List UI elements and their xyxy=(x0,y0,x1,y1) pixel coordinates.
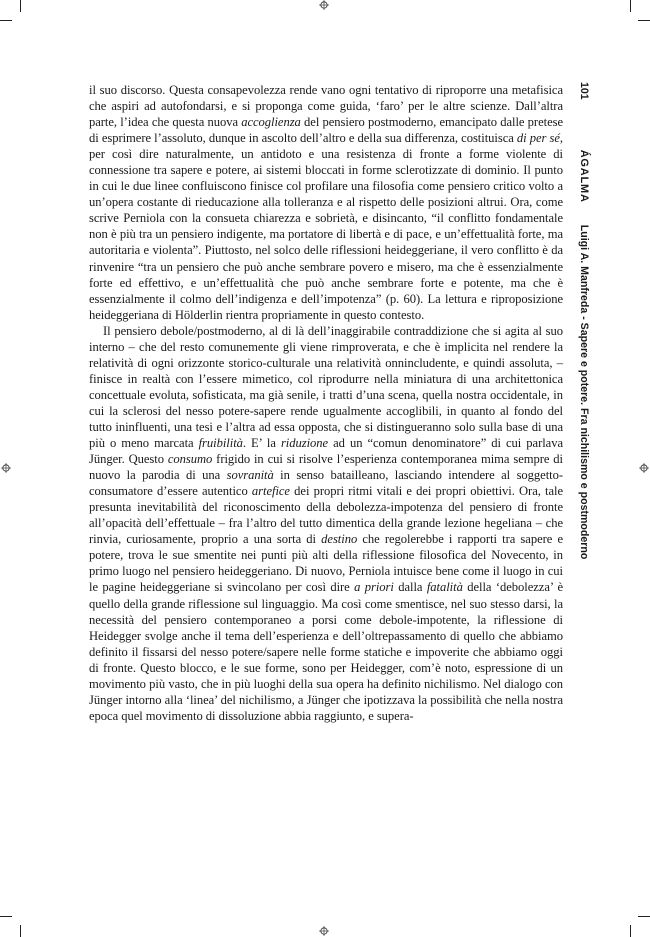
italic-term: riduzione xyxy=(280,436,329,451)
running-head xyxy=(574,82,594,562)
text-run: in senso batailleano, lasciando intendere al soggetto-consumatore d’essere autentico xyxy=(89,468,563,499)
text-run: . E’ la xyxy=(242,436,281,451)
text-run: frigido in cui si risolve l’esperienza contemporanea mima sempre di nuovo la parodia di una xyxy=(89,452,563,483)
text-run: del pensiero postmoderno, emancipato dalle pretese di esprimere l’assoluto, dunque in ascolto dell’altro e della sua differenza, costituisca xyxy=(89,115,563,146)
registration-mark-right-icon xyxy=(639,463,649,473)
crop-mark-top-right-h xyxy=(638,20,650,21)
text-run: che regolerebbe i rapporti tra sapere e potere, trova le sue smentite nei punti più alti della riflessione filosofica del Novecento, in primo luogo nel pensiero heideggeriano. Di nuovo, Perniola intuisce bene come il luogo in cui le pagine heideggeriane si svincolano per così dire xyxy=(89,532,563,595)
text-run: Il pensiero debole/postmoderno, al di là dell’inaggirabile contraddizione che si agita al suo interno – che del resto comunemente gli viene rimproverata, e che è implicita nel rendere la relatività di ogni orizzonte storico-culturale una relatività onnincludente, e quindi assoluta, – finisce in realtà con l’essere mimetico, col riprodurre nella miniatura di una architettonica concettuale evoluta, sofisticata, ma già senile, i tratti d’una scena, quella nostra occidentale, in cui la sclerosi del nesso potere-sapere rende ugualmente accoglibili, in quanto al fondo del tutto ininfluenti, una tesi e l’altra ad essa opposta, che si distingueranno solo sulla base di una più o meno marcata xyxy=(89,323,563,451)
italic-term: consumo xyxy=(167,452,213,467)
journal-title: ÁGALMA xyxy=(578,149,590,203)
italic-term: fruibilità xyxy=(198,436,243,451)
crop-mark-bottom-right-h xyxy=(638,916,650,917)
paragraph-2 xyxy=(89,323,563,724)
registration-mark-bottom-icon xyxy=(319,926,329,936)
registration-mark-left-icon xyxy=(1,463,11,473)
italic-term: accoglienza xyxy=(241,115,301,130)
italic-term: di per sé xyxy=(516,131,560,146)
article-header: Luigi A. Manfreda - Sapere e potere. Fra nichilismo e postmoderno xyxy=(578,224,590,560)
crop-mark-bottom-right-v xyxy=(630,925,631,937)
body-text xyxy=(89,82,563,724)
italic-term: sovranità xyxy=(226,468,274,483)
crop-mark-bottom-left-v xyxy=(20,925,21,937)
text-run: , per così dire naturalmente, un antidoto e una resistenza di fronte a forme violente di connessione tra sapere e potere, ai sistemi bloccati in forme sclerotizzate di dominio. Il punto in cui le due linee confluiscono finisce col profilare una filosofia come pensiero critico volto a un’opera costante di rieducazione alla tolleranza e al rispetto delle posizioni altrui. Ora, come scrive Perniola con la consueta chiarezza e sobrietà, e disincanto, “il conflitto fondamentale non è più tra un pensiero indigente, ma portatore di libertà e di pace, e un’effettualità forte, ma autoritaria e violenta”. Piuttosto, nel solco delle riflessioni heideggeriane, il vero conflitto è da rinvenire “tra un pensiero che può anche sembrare povero e misero, ma che è essenzialmente forte ed effettivo, e un’effettualità che può anche sembrare forte e potente, ma che è essenzialmente il colmo dell’indigenza e dell’impotenza” (p. 60). La lettura e riproposizione heideggeriana di Hölderlin rientra propriamente in questo contesto. xyxy=(89,131,564,322)
italic-term: fatalità xyxy=(426,580,463,595)
crop-mark-top-left-v xyxy=(20,0,21,12)
italic-term: a priori xyxy=(354,580,394,595)
page-number: 101 xyxy=(578,82,590,100)
italic-term: artefice xyxy=(251,484,290,499)
text-run: ad un “comun denominatore” di cui parlava Jünger. Questo xyxy=(89,436,563,467)
registration-mark-top-icon xyxy=(319,0,329,10)
crop-mark-top-left-h xyxy=(0,20,12,21)
crop-mark-top-right-v xyxy=(630,0,631,12)
text-run: il suo discorso. Questa consapevolezza rende vano ogni tentativo di riproporre una metafisica che aspiri ad autofondarsi, e si proponga come guida, ‘faro’ per le altre scienze. Dall’altra parte, l’idea che questa nuova xyxy=(89,83,563,130)
text-run: della ‘debolezza’ è quello della grande riflessione sul linguaggio. Ma così come smentisce, nel suo stesso darsi, la necessità del pensiero contemporaneo a porsi come debole-impotente, la riflessione di Heidegger svolge anche il tema dell’esperienza e dell’oltrepassamento di quello che abbiamo definito il fissarsi del nesso potere/sapere nelle forme statiche e impoverite che abbiamo oggi di fronte. Questo blocco, e le sue forme, sono per Heidegger, com’è noto, espressione di un movimento più vasto, che in più luoghi della sua opera ha definito nichilismo. Nel dialogo con Jünger intorno alla ‘linea’ del nichilismo, a Jünger che ipotizzava la possibilità che nella nostra epoca quel movimento di dissoluzione abbia raggiunto, e supera- xyxy=(89,580,563,723)
crop-mark-bottom-left-h xyxy=(0,916,12,917)
paragraph-1 xyxy=(89,82,563,323)
text-run: dei propri ritmi vitali e dei propri obiettivi. Ora, tale presunta inevitabilità del riconoscimento della debolezza-impotenza del pensiero di fronte all’opacità dell’effettuale – fra l’altro del tutto dimentica della grande lezione hegeliana – che rinvia, curiosamente, proprio a una sorta di xyxy=(89,484,563,547)
text-run: dalla xyxy=(393,580,427,595)
italic-term: destino xyxy=(321,532,358,547)
